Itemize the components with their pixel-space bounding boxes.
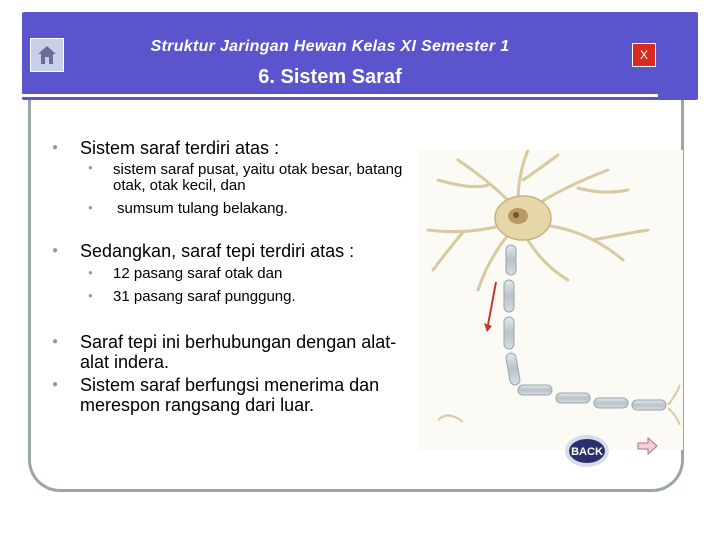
course-title: Struktur Jaringan Hewan Kelas XI Semester 1 xyxy=(150,38,510,55)
bullet-dot: ● xyxy=(52,245,59,256)
bullet-2-sub-2: 31 pasang saraf punggung. xyxy=(113,288,296,305)
bullet-dot: ● xyxy=(52,142,59,153)
bullet-1-sub-1: sistem saraf pusat, yaitu otak besar, batang otak, otak kecil, dan xyxy=(113,161,403,194)
bullet-dot: ● xyxy=(52,336,59,347)
bullet-2-sub-1: 12 pasang saraf otak dan xyxy=(113,265,283,282)
back-label: BACK xyxy=(571,446,603,458)
sub-bullet-dot: ● xyxy=(88,203,93,212)
bullet-1-sub-2: sumsum tulang belakang. xyxy=(117,200,288,217)
sub-bullet-dot: ● xyxy=(88,268,93,277)
bullet-dot: ● xyxy=(52,379,59,390)
neuron-illustration xyxy=(418,150,683,450)
sub-bullet-dot: ● xyxy=(88,291,93,300)
home-icon xyxy=(36,44,58,66)
close-button[interactable]: X xyxy=(632,43,656,67)
home-button[interactable] xyxy=(30,38,64,72)
sub-bullet-dot: ● xyxy=(88,163,93,172)
bullet-2: Sedangkan, saraf tepi terdiri atas : xyxy=(80,241,355,261)
slide-title: 6. Sistem Saraf xyxy=(258,66,402,88)
bullet-4: Sistem saraf berfungsi menerima dan merespon rangsang dari luar. xyxy=(80,375,380,415)
bullet-3: Saraf tepi ini berhubungan dengan alat-alat indera. xyxy=(80,332,397,372)
arrow-right-icon[interactable] xyxy=(636,437,658,455)
back-button[interactable] xyxy=(564,434,610,468)
header xyxy=(0,0,720,104)
bullet-1: Sistem saraf terdiri atas : xyxy=(80,138,280,158)
banner-divider xyxy=(22,94,658,97)
